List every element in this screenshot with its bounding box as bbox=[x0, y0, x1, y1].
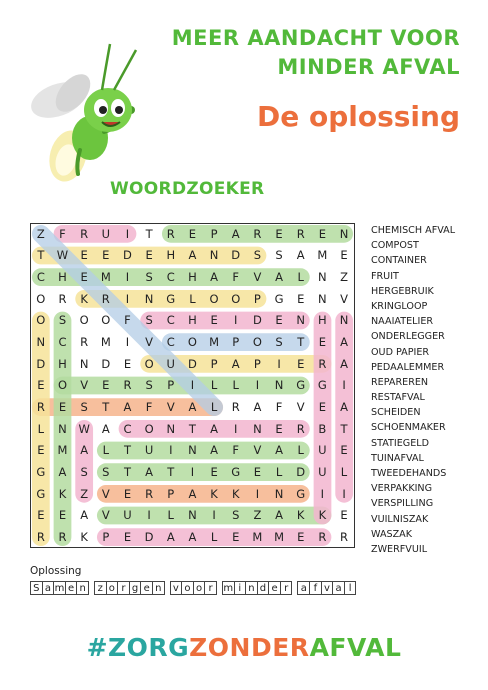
grid-cell: G bbox=[36, 486, 46, 501]
solution-letter-box: e bbox=[65, 581, 78, 595]
grid-cell: N bbox=[339, 313, 349, 328]
word-list-item: VUILNISZAK bbox=[371, 513, 429, 525]
solution-word bbox=[170, 581, 217, 595]
solution-letter-box: l bbox=[344, 581, 357, 595]
grid-cell: A bbox=[275, 270, 283, 285]
grid-cell: E bbox=[318, 226, 326, 241]
grid-cell: D bbox=[101, 356, 111, 371]
grid-cell: A bbox=[340, 400, 348, 415]
grid-cell: I bbox=[190, 465, 195, 480]
grid-cell: A bbox=[80, 443, 89, 458]
solution-letter-box: f bbox=[309, 581, 322, 595]
grid-cell: A bbox=[101, 421, 110, 436]
word-list-item: REPAREREN bbox=[371, 376, 429, 388]
grid-cell: V bbox=[166, 400, 175, 415]
grid-cell: T bbox=[102, 400, 110, 415]
grid-cell: N bbox=[58, 421, 67, 436]
word-list-item: TWEEDEHANDS bbox=[371, 468, 447, 479]
grid-cell: R bbox=[80, 226, 89, 241]
word-list-item: VERSPILLING bbox=[371, 498, 434, 510]
solution-letter-box: S bbox=[30, 581, 43, 595]
grid-cell: C bbox=[58, 335, 67, 350]
subtitle: De oplossing bbox=[257, 100, 460, 133]
solution-label: Oplossing bbox=[30, 565, 82, 577]
solution-word bbox=[222, 581, 293, 595]
grid-cell: E bbox=[210, 465, 218, 480]
grid-cell: N bbox=[318, 270, 327, 285]
grid-cell: A bbox=[188, 530, 197, 545]
word-list-item: TUINAFVAL bbox=[371, 452, 424, 464]
grid-cell: F bbox=[232, 270, 240, 285]
grid-cell: S bbox=[145, 270, 153, 285]
grid-cell: E bbox=[80, 270, 88, 285]
grid-cell: Z bbox=[80, 486, 89, 501]
grid-cell: F bbox=[59, 226, 66, 241]
grid-cell: O bbox=[209, 291, 219, 306]
grid-cell: E bbox=[210, 313, 218, 328]
grid-cell: T bbox=[167, 465, 175, 480]
grid-cell: A bbox=[340, 335, 348, 350]
grid-cell: N bbox=[296, 313, 305, 328]
hashtag-part-2: ZONDER bbox=[189, 633, 310, 662]
word-list-item: NAAIATELIER bbox=[371, 316, 434, 328]
grid-cell: H bbox=[166, 248, 176, 263]
grid-cell: S bbox=[145, 313, 153, 328]
grid-cell: L bbox=[210, 400, 218, 415]
grid-cell: O bbox=[36, 291, 46, 306]
word-list-item: SCHEIDEN bbox=[371, 407, 421, 419]
grid-cell: S bbox=[80, 400, 88, 415]
grid-cell: O bbox=[144, 421, 154, 436]
grid-cell: F bbox=[275, 400, 283, 415]
solution-letter-box: r bbox=[117, 581, 130, 595]
grid-cell: M bbox=[274, 530, 285, 545]
grid-cell: E bbox=[318, 400, 326, 415]
solution-letter-box: a bbox=[42, 581, 55, 595]
grid-cell: A bbox=[275, 508, 283, 523]
grid-cell: C bbox=[166, 270, 175, 285]
grid-cell: A bbox=[210, 421, 219, 436]
word-list-item: ONDERLEGGER bbox=[371, 331, 445, 343]
grid-cell: U bbox=[144, 443, 154, 458]
solution-boxes bbox=[30, 581, 356, 595]
grid-cell: O bbox=[231, 291, 241, 306]
grid-cell: R bbox=[318, 530, 327, 545]
grid-cell: U bbox=[166, 356, 175, 371]
grid-cell: I bbox=[255, 486, 260, 501]
grid-cell: R bbox=[231, 400, 240, 415]
grid-cell: E bbox=[297, 530, 305, 545]
grid-cell: B bbox=[318, 421, 327, 436]
grid-cell: E bbox=[340, 508, 348, 523]
grid-cell: O bbox=[187, 335, 197, 350]
grid-cell: G bbox=[274, 291, 284, 306]
grid-cell: C bbox=[166, 313, 175, 328]
grid-cell: M bbox=[209, 335, 220, 350]
grid-cell: P bbox=[210, 226, 218, 241]
title-line-2: MINDER AFVAL bbox=[277, 55, 460, 79]
grid-cell: T bbox=[145, 226, 153, 241]
grid-cell: O bbox=[57, 378, 68, 393]
grid-cell: I bbox=[190, 378, 195, 393]
grid-cell: I bbox=[212, 508, 216, 523]
grid-cell: D bbox=[296, 465, 306, 480]
grid-cell: N bbox=[253, 421, 262, 436]
grid-cell: L bbox=[275, 465, 283, 480]
grid-cell: E bbox=[297, 291, 305, 306]
grid-cell: M bbox=[252, 530, 263, 545]
grid-cell: N bbox=[274, 486, 284, 501]
grid-cell: G bbox=[166, 291, 176, 306]
grid-cell: I bbox=[277, 356, 281, 371]
word-list-item: PEDAALEMMER bbox=[371, 361, 445, 373]
grid-cell: C bbox=[36, 270, 45, 285]
solution-letter-box: o bbox=[193, 581, 206, 595]
grid-cell: U bbox=[123, 508, 132, 523]
grid-cell: E bbox=[340, 443, 348, 458]
word-list-item: STATIEGELD bbox=[371, 437, 430, 449]
grid-cell: R bbox=[166, 226, 175, 241]
grid-cell: R bbox=[58, 291, 67, 306]
grid-cell: D bbox=[187, 356, 197, 371]
grid-cell: T bbox=[297, 335, 305, 350]
grid-cell: E bbox=[275, 421, 283, 436]
grid-cell: I bbox=[125, 270, 130, 285]
hashtag bbox=[0, 633, 488, 662]
word-list-item: VERPAKKING bbox=[371, 483, 433, 495]
grid-cell: E bbox=[37, 443, 45, 458]
grid-cell: P bbox=[102, 530, 110, 545]
grid-cell: E bbox=[340, 248, 348, 263]
solution-letter-box: e bbox=[140, 581, 153, 595]
grid-cell: E bbox=[145, 248, 153, 263]
grid-cell: C bbox=[123, 421, 132, 436]
solution-letter-box: m bbox=[54, 582, 65, 594]
grid-cell: K bbox=[318, 508, 327, 523]
grid-cell: R bbox=[58, 530, 67, 545]
solution-letter-box: d bbox=[257, 581, 270, 595]
grid-cell: N bbox=[79, 356, 89, 371]
solution-letter-box: o bbox=[181, 581, 194, 595]
grid-cell: D bbox=[123, 248, 132, 263]
grid-cell: L bbox=[210, 530, 218, 545]
grid-cell: R bbox=[318, 356, 327, 371]
grid-cell: A bbox=[275, 443, 283, 458]
grid-cell: A bbox=[80, 508, 89, 523]
grid-cell: S bbox=[102, 465, 110, 480]
grid-cell: N bbox=[209, 248, 219, 263]
grid-cell: Z bbox=[36, 226, 45, 241]
grid-cell: I bbox=[342, 378, 346, 393]
word-list-item: SCHOENMAKER bbox=[371, 422, 446, 434]
grid-cell: O bbox=[79, 313, 89, 328]
grid-cell: O bbox=[36, 313, 46, 328]
grid-cell: P bbox=[167, 486, 175, 501]
grid-cell: I bbox=[234, 313, 238, 328]
grid-cell: V bbox=[340, 291, 348, 306]
grid-cell: V bbox=[296, 400, 305, 415]
grid-cell: V bbox=[253, 270, 262, 285]
grid-cell: L bbox=[102, 443, 109, 458]
hashtag-part-1: #ZORG bbox=[86, 633, 190, 662]
grid-cell: R bbox=[145, 486, 154, 501]
grid-cell: G bbox=[231, 465, 241, 480]
word-list-item: COMPOST bbox=[371, 240, 419, 252]
grid-cell: O bbox=[144, 356, 154, 371]
grid-cell: A bbox=[145, 465, 154, 480]
grid-cell: T bbox=[123, 443, 131, 458]
word-list-item: HERGEBRUIK bbox=[371, 285, 434, 297]
grid-cell: N bbox=[188, 508, 197, 523]
grid-cell: H bbox=[188, 270, 197, 285]
grid-cell: E bbox=[58, 400, 67, 415]
grid-cell: E bbox=[318, 335, 326, 350]
grid-cell: L bbox=[297, 270, 304, 285]
grid-cell: W bbox=[56, 248, 69, 263]
grid-cell: R bbox=[101, 291, 110, 306]
solution-letter-box: e bbox=[268, 581, 281, 595]
grid-cell: I bbox=[320, 486, 325, 501]
grid-cell: G bbox=[317, 378, 327, 393]
grid-cell: E bbox=[123, 486, 132, 501]
solution-letter-box: g bbox=[129, 581, 142, 595]
grid-cell: K bbox=[80, 291, 88, 306]
grid-cell: K bbox=[296, 508, 305, 523]
grid-cell: D bbox=[36, 356, 46, 371]
grid-cell: P bbox=[253, 291, 261, 306]
grid-cell: N bbox=[318, 291, 327, 306]
grid-cell: U bbox=[101, 226, 110, 241]
grid-cell: I bbox=[125, 226, 130, 241]
solution-letter-box: v bbox=[321, 581, 334, 595]
word-list-item: CHEMISCH AFVAL bbox=[371, 225, 456, 236]
grid-cell: L bbox=[167, 508, 174, 523]
grid-cell: E bbox=[37, 508, 45, 523]
title-line-1: MEER AANDACHT VOOR bbox=[171, 26, 460, 50]
grid-cell: M bbox=[57, 443, 68, 458]
grid-cell: A bbox=[340, 356, 348, 371]
word-list-item: ZWERFVUIL bbox=[371, 543, 428, 555]
grid-cell: A bbox=[188, 248, 197, 263]
grid-cell: G bbox=[296, 378, 306, 393]
grid-cell: H bbox=[58, 356, 67, 371]
grid-cell: I bbox=[147, 508, 151, 523]
grid-cell: R bbox=[340, 530, 349, 545]
grid-cell: R bbox=[123, 378, 132, 393]
word-list-item: CONTAINER bbox=[371, 255, 427, 267]
grid-cell: A bbox=[188, 400, 197, 415]
grid-cell: P bbox=[232, 335, 240, 350]
word-list-item: WASZAK bbox=[371, 528, 413, 540]
grid-cell: V bbox=[80, 378, 89, 393]
grid-cell: W bbox=[78, 421, 90, 436]
grid-cell: F bbox=[124, 313, 131, 328]
solution-letter-box: n bbox=[152, 581, 165, 595]
solution-letter-box: a bbox=[332, 581, 345, 595]
grid-cell: S bbox=[275, 248, 283, 263]
grid-cell: L bbox=[297, 443, 304, 458]
grid-cell: R bbox=[296, 421, 305, 436]
grid-cell: O bbox=[101, 313, 111, 328]
hashtag-part-3: AFVAL bbox=[309, 633, 402, 662]
grid-cell: E bbox=[275, 313, 283, 328]
grid-cell: S bbox=[275, 335, 283, 350]
grid-cell: V bbox=[253, 443, 262, 458]
grid-cell: T bbox=[188, 421, 196, 436]
grid-cell: A bbox=[231, 226, 240, 241]
grid-cell: H bbox=[318, 313, 327, 328]
grid-cell: L bbox=[340, 465, 348, 480]
grid-cell: N bbox=[144, 291, 154, 306]
grid-cell: H bbox=[188, 313, 197, 328]
grid-cell: N bbox=[188, 443, 197, 458]
grid-cell: A bbox=[210, 270, 219, 285]
grid-cell: A bbox=[123, 400, 132, 415]
grid-cell: R bbox=[80, 335, 89, 350]
grid-cell: F bbox=[232, 443, 240, 458]
solution-letter-box: v bbox=[170, 581, 183, 595]
grid-cell: E bbox=[102, 378, 110, 393]
grid-cell: V bbox=[101, 508, 110, 523]
grid-cell: P bbox=[167, 378, 175, 393]
grid-cell: A bbox=[210, 443, 219, 458]
solution-letter-box: z bbox=[94, 581, 107, 595]
grid-cell: I bbox=[169, 443, 173, 458]
solution-letter-box: i bbox=[234, 581, 247, 595]
grid-cell: A bbox=[58, 465, 67, 480]
grid-cell: H bbox=[58, 270, 67, 285]
grid-cell: L bbox=[189, 291, 196, 306]
grid-cell: A bbox=[253, 400, 262, 415]
grid-cell: N bbox=[339, 226, 349, 241]
grid-cell: M bbox=[100, 335, 111, 350]
firefly-mascot-illustration bbox=[18, 38, 158, 188]
grid-cell: S bbox=[232, 508, 240, 523]
grid-cell: E bbox=[123, 530, 132, 545]
grid-cell: E bbox=[102, 248, 110, 263]
grid-cell: K bbox=[58, 486, 67, 501]
grid-cell: K bbox=[80, 530, 88, 545]
grid-cell: S bbox=[58, 313, 67, 328]
grid-cell: E bbox=[37, 378, 45, 393]
solution-word bbox=[297, 581, 356, 595]
grid-cell: T bbox=[340, 421, 348, 436]
grid-cell: I bbox=[255, 378, 260, 393]
section-title: WOORDZOEKER bbox=[110, 179, 265, 199]
grid-cell: Z bbox=[253, 508, 262, 523]
solution-letter-box: n bbox=[76, 581, 89, 595]
grid-cell: D bbox=[252, 313, 262, 328]
grid-cell: A bbox=[231, 356, 240, 371]
grid-cell: R bbox=[36, 400, 45, 415]
grid-cell: R bbox=[296, 226, 305, 241]
solution-word bbox=[94, 581, 165, 595]
grid-cell: I bbox=[125, 335, 130, 350]
grid-cell: K bbox=[231, 486, 240, 501]
grid-cell: D bbox=[144, 530, 154, 545]
grid-cell: A bbox=[188, 486, 197, 501]
grid-cell: N bbox=[36, 335, 46, 350]
grid-cell: U bbox=[318, 465, 327, 480]
grid-cell: E bbox=[232, 530, 240, 545]
grid-cell: D bbox=[231, 248, 241, 263]
grid-cell: M bbox=[317, 248, 328, 263]
grid-cell: V bbox=[145, 335, 154, 350]
solution-letter-box: r bbox=[204, 581, 217, 595]
grid-cell: S bbox=[145, 378, 153, 393]
grid-cell: K bbox=[210, 486, 218, 501]
solution-word bbox=[30, 581, 89, 595]
grid-cell: L bbox=[37, 421, 45, 436]
solution-letter-box: a bbox=[297, 581, 310, 595]
grid-cell: E bbox=[297, 356, 305, 371]
grid-cell: E bbox=[253, 465, 262, 480]
grid-cell: R bbox=[36, 530, 45, 545]
grid-cell: T bbox=[37, 248, 45, 263]
word-list bbox=[371, 223, 455, 557]
word-list-item: OUD PAPIER bbox=[371, 346, 430, 358]
solution-letter-box: m bbox=[223, 582, 234, 594]
grid-cell: R bbox=[253, 226, 262, 241]
grid-cell: S bbox=[253, 248, 262, 263]
solution-letter-box: r bbox=[280, 581, 293, 595]
grid-cell: E bbox=[275, 226, 283, 241]
grid-cell: U bbox=[318, 443, 327, 458]
grid-cell: L bbox=[210, 378, 218, 393]
grid-cell: E bbox=[58, 508, 67, 523]
grid-cell: T bbox=[123, 465, 131, 480]
grid-cell: I bbox=[342, 486, 346, 501]
grid-cell: A bbox=[166, 530, 175, 545]
solution-letter-box: o bbox=[106, 581, 119, 595]
grid-cell: A bbox=[296, 248, 305, 263]
grid-cell: E bbox=[123, 356, 132, 371]
word-list-item: FRUIT bbox=[371, 270, 399, 282]
grid-cell: N bbox=[166, 421, 176, 436]
word-list-item: KRINGLOOP bbox=[371, 300, 428, 312]
solution-letter-box: n bbox=[245, 581, 258, 595]
grid-cell: L bbox=[232, 378, 239, 393]
word-search-grid bbox=[30, 223, 355, 548]
grid-cell: O bbox=[252, 335, 262, 350]
grid-cell: M bbox=[100, 270, 111, 285]
grid-cell: G bbox=[36, 465, 46, 480]
grid-cell: E bbox=[188, 226, 197, 241]
grid-cell: P bbox=[210, 356, 218, 371]
grid-cell: N bbox=[274, 378, 284, 393]
grid-cell: S bbox=[80, 465, 88, 480]
grid-cell: P bbox=[253, 356, 261, 371]
grid-cell: E bbox=[80, 248, 88, 263]
grid-cell: I bbox=[125, 291, 130, 306]
word-list-item: RESTAFVAL bbox=[371, 392, 425, 404]
grid-cell: C bbox=[166, 335, 175, 350]
grid-cell: G bbox=[296, 486, 306, 501]
grid-cell: Z bbox=[340, 270, 348, 285]
grid-cell: V bbox=[101, 486, 110, 501]
letter-grid bbox=[30, 223, 355, 548]
grid-cell: F bbox=[145, 400, 153, 415]
grid-cell: I bbox=[234, 421, 238, 436]
